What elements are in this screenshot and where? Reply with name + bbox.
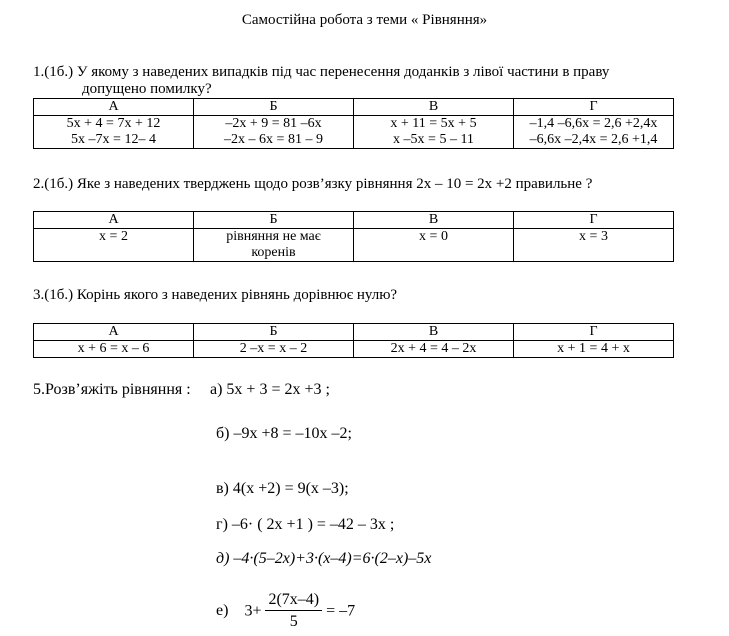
answer-cell-g: x + 1 = 4 + x <box>514 341 674 358</box>
header-cell: Б <box>194 212 354 229</box>
table-header-row <box>34 212 674 229</box>
header-cell: А <box>34 99 194 116</box>
q1-text-line1: 1.(1б.) У якому з наведених випадків під час перенесення доданків з лівої частини в праву <box>33 64 610 80</box>
answer-cell-g: –1,4 –6,6x = 2,6 +2,4x –6,6x –2,4x = 2,6 +1,4 <box>514 116 674 149</box>
page-title: Самостійна робота з теми « Рівняння» <box>241 12 488 28</box>
answer-cell-a: x + 6 = x – 6 <box>34 341 194 358</box>
equation-e-left: 3+ <box>244 602 262 620</box>
answer-cell-b: 2 –x = x – 2 <box>194 341 354 358</box>
header-cell: В <box>354 99 514 116</box>
answer-cell-v: x + 11 = 5x + 5 x –5x = 5 – 11 <box>354 116 514 149</box>
q5-equation-a: а) 5x + 3 = 2x +3 ; <box>210 381 330 398</box>
fraction <box>265 590 322 633</box>
q5-equation-b: б) –9x +8 = –10x –2; <box>216 425 352 442</box>
answer-cell-v: x = 0 <box>354 229 514 262</box>
fraction-numerator: 2(7x–4) <box>265 590 322 611</box>
equation-e-label: е) <box>216 602 229 620</box>
q1-text-line2: допущено помилку? <box>82 81 212 97</box>
answer-cell-g: x = 3 <box>514 229 674 262</box>
q3-answer-table <box>33 323 674 358</box>
q5-equation-d: д) –4·(5–2x)+3·(x–4)=6·(2–x)–5x <box>216 550 432 567</box>
q2-text: 2.(1б.) Яке з наведених тверджень щодо розв’язку рівняння 2x – 10 = 2x +2 правильне ? <box>33 176 593 192</box>
answer-cell-a: 5x + 4 = 7x + 12 5x –7x = 12– 4 <box>34 116 194 149</box>
q1-answer-table <box>33 98 674 149</box>
header-cell: Г <box>514 212 674 229</box>
table-row <box>34 116 674 149</box>
header-cell: Г <box>514 324 674 341</box>
answer-cell-b: рівняння не має коренів <box>194 229 354 262</box>
q5-equation-g: г) –6· ( 2x +1 ) = –42 – 3x ; <box>216 516 395 533</box>
table-row <box>34 341 674 358</box>
header-cell: В <box>354 212 514 229</box>
answer-cell-v: 2x + 4 = 4 – 2x <box>354 341 514 358</box>
q5-label: 5.Розв’яжіть рівняння : <box>33 381 191 398</box>
table-header-row <box>34 324 674 341</box>
answer-cell-b: –2x + 9 = 81 –6x –2x – 6x = 81 – 9 <box>194 116 354 149</box>
header-cell: А <box>34 212 194 229</box>
equation-e-right: = –7 <box>326 602 356 620</box>
table-header-row <box>34 99 674 116</box>
header-cell: Г <box>514 99 674 116</box>
q5-equation-v: в) 4(x +2) = 9(x –3); <box>216 480 349 497</box>
header-cell: А <box>34 324 194 341</box>
answer-cell-a: x = 2 <box>34 229 194 262</box>
fraction-denominator: 5 <box>289 613 298 630</box>
table-row <box>34 229 674 262</box>
header-cell: Б <box>194 324 354 341</box>
q5-equation-e <box>216 590 355 633</box>
q3-text: 3.(1б.) Корінь якого з наведених рівнянь дорівнює нулю? <box>33 287 398 303</box>
header-cell: В <box>354 324 514 341</box>
q2-answer-table <box>33 211 674 262</box>
header-cell: Б <box>194 99 354 116</box>
